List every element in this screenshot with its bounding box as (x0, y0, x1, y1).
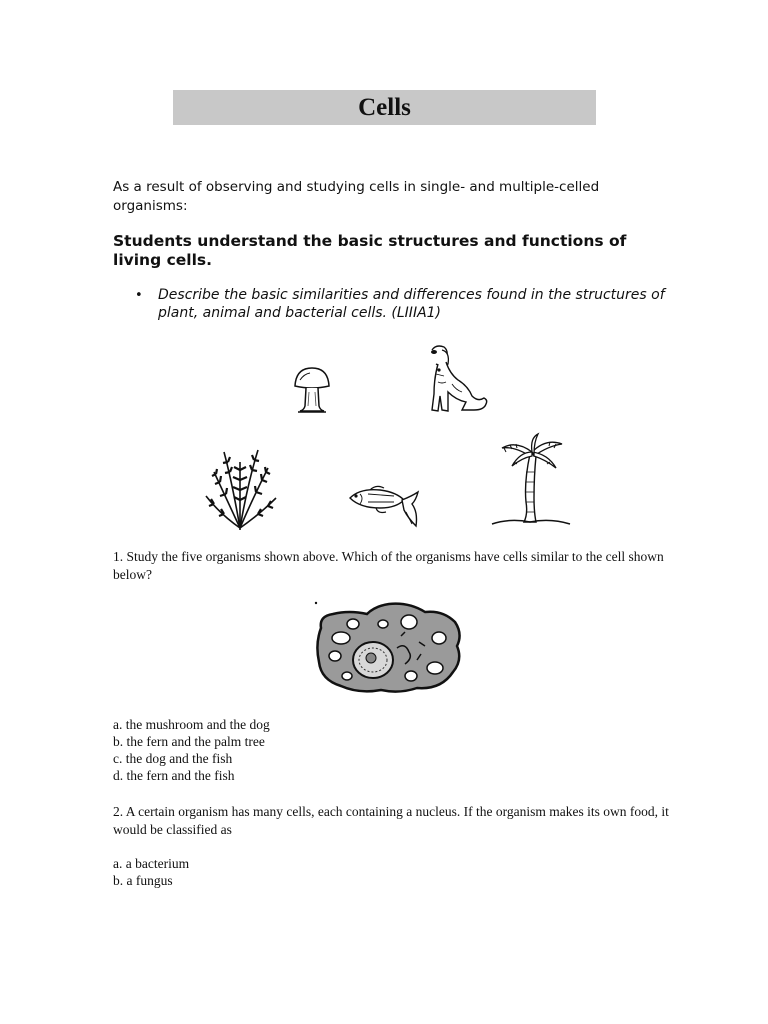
fern-icon (202, 442, 280, 532)
intro-text: As a result of observing and studying cells in single- and multiple-celled organisms: (113, 179, 600, 214)
q1-option-b: b. the fern and the palm tree (113, 734, 265, 749)
fish-icon (346, 482, 422, 532)
mushroom-icon (292, 366, 332, 414)
title-banner (173, 90, 596, 125)
q2-option-b: b. a fungus (113, 873, 173, 888)
bullet-marker: • (135, 288, 143, 303)
q1-option-d: d. the fern and the fish (113, 768, 235, 783)
question-2: 2. A certain organism has many cells, each containing a nucleus. If the organism makes its own food, it would be classified as (113, 804, 669, 837)
question-1: 1. Study the five organisms shown above. Which of the organisms have cells similar to the cell shown below? (113, 549, 664, 582)
animal-cell-diagram (313, 598, 465, 696)
q1-option-c: c. the dog and the fish (113, 751, 233, 766)
q2-option-a: a. a bacterium (113, 856, 190, 871)
standard-statement: Students understand the basic structures and functions of living cells. (113, 232, 627, 269)
palm-tree-icon (490, 432, 572, 528)
bullet-text: Describe the basic similarities and differences found in the structures of plant, animal and bacterial cells. (LIIIA1) (158, 287, 665, 321)
page-title: Cells (358, 93, 411, 121)
q1-option-a: a. the mushroom and the dog (113, 717, 270, 732)
dog-icon (422, 344, 492, 416)
